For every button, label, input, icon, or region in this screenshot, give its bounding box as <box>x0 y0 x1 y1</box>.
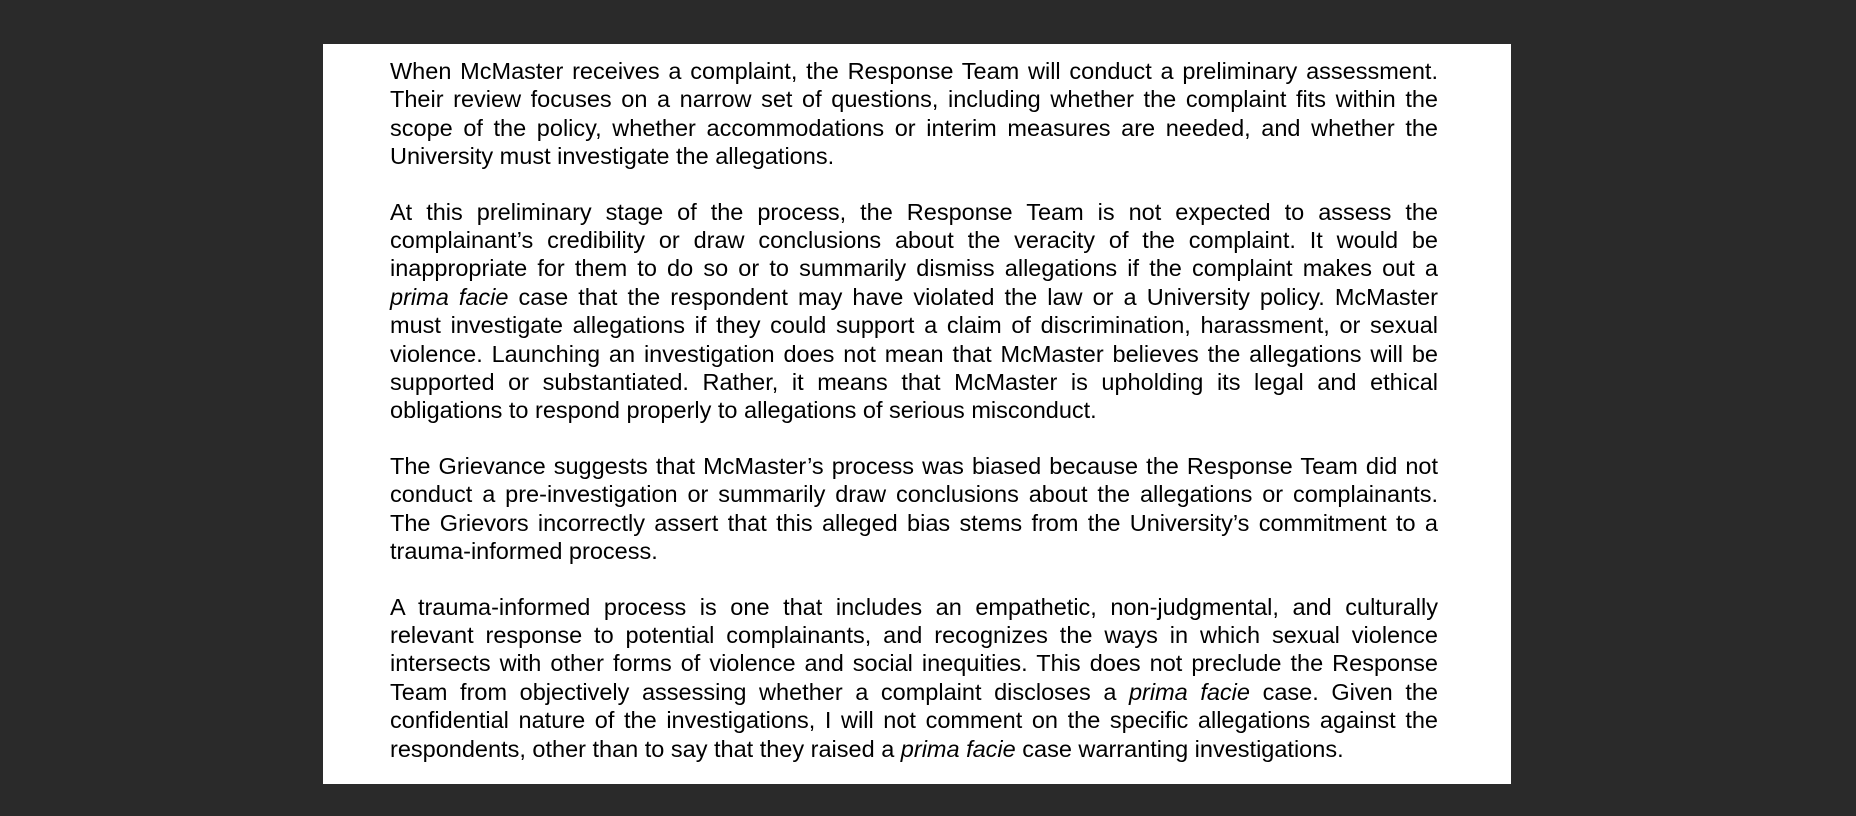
paragraph-text: A trauma-informed process is one that includes an empathetic, non-judgmental, and culturally relevant response to potential complainants, and recognizes the ways in which sexual violence intersects with other forms of violence and social inequities. This does not preclude the Response Team from objectively assessing whether a complaint discloses a <box>390 593 1438 705</box>
document-page <box>323 44 1511 784</box>
italic-term: prima facie <box>1128 678 1250 705</box>
paragraph-grievance <box>390 452 1438 566</box>
paragraph-text: The Grievance suggests that McMaster’s process was biased because the Response Team did not conduct a pre-investigation or summarily draw conclusions about the allegations or complainants. The Grievors incorrectly assert that this alleged bias stems from the University’s commitment to a trauma-informed process. <box>390 452 1438 565</box>
paragraph-trauma-informed <box>390 593 1438 763</box>
italic-term: prima facie <box>900 735 1016 762</box>
paragraph-preliminary-assessment <box>390 57 1438 171</box>
document-body <box>390 57 1438 763</box>
paragraph-text: When McMaster receives a complaint, the Response Team will conduct a preliminary assessment. Their review focuses on a narrow set of questions, including whether the complaint fits within the scope of the policy, whether accommodations or interim measures are needed, and whether the University must investigate the allegations. <box>390 58 1438 170</box>
paragraph-text: At this preliminary stage of the process, the Response Team is not expected to assess the complainant’s credibility or draw conclusions about the veracity of the complaint. It would be inappropriate for them to do so or to summarily dismiss allegations if the complaint makes out a <box>390 198 1438 282</box>
paragraph-text: case that the respondent may have violated the law or a University policy. McMaster must investigate allegations if they could support a claim of discrimination, harassment, or sexual violence. Launching an investigation does not mean that McMaster believes the allegations will be supported or substantiated. Rather, it means that McMaster is upholding its legal and ethical obligations to respond properly to allegations of serious misconduct. <box>390 283 1439 424</box>
paragraph-text: case warranting investigations. <box>1015 735 1344 762</box>
italic-term: prima facie <box>390 283 509 310</box>
paragraph-text: case. Given the confidential nature of the investigations, I will not comment on the specific allegations against the respondents, other than to say that they raised a <box>390 678 1438 762</box>
paragraph-credibility <box>390 198 1438 425</box>
